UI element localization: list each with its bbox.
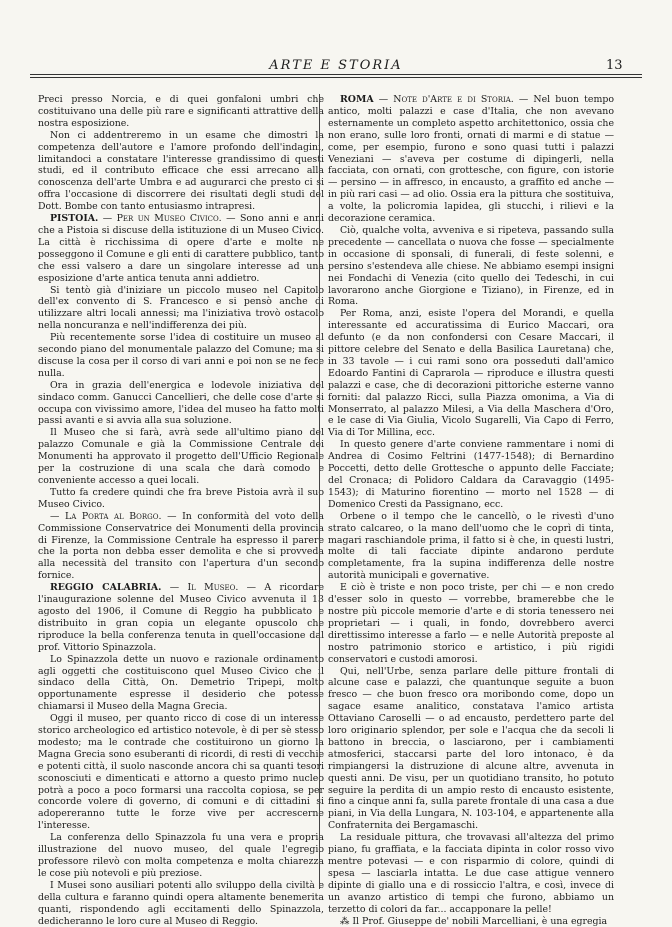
- paragraph: [38, 380, 324, 428]
- paragraph: [38, 654, 324, 714]
- paragraph: [328, 94, 614, 225]
- paragraph-text: Ora in grazia dell'energica e lodevole iniziativa del sindaco comm. Ganucci Cancellieri, che delle cose d'arte si occupa con vivissimo amore, l'idea del museo ha fatto molti passi avanti e si avvia alla sua soluzione.: [38, 379, 324, 427]
- header-rule-top: [30, 74, 642, 75]
- paragraph-text: Oggi il museo, per quanto ricco di cose di un interesse storico archeologico ed artistico notevole, è di per sè stesso modesto; ma le contrade che costituirono un giorno la Magna Grecia sono esuberanti di ricordi, di resti di vecchie e potenti città, il suolo nasconde ancora chi sa quanti tesori sconosciuti e dimenticati e attorno a questo primo nucleo potrà a poco a poco formarsi una raccolta copiosa, se per concorde volere di governo, di comuni e di cittadini si adopereranno tutte le forze vive per accrescerne l'interesse.: [38, 713, 324, 832]
- section-heading: REGGIO CALABRIA.: [50, 582, 162, 594]
- paragraph: [38, 285, 324, 333]
- page-header: [0, 0, 672, 73]
- paragraph-text: Tutto fa credere quindi che fra breve Pistoia avrà il suo Museo Civico.: [38, 486, 324, 510]
- paragraph: [38, 832, 324, 880]
- paragraph: [328, 225, 614, 308]
- paragraph-text: E ciò è triste e non poco triste, per chi — e non credo d'esser solo in questo — vorrebbe, bramerebbe che le nostre più piccole memorie d'arte e di storia tenessero nei proprietari — i quali, in fondo, dovrebbero averci direttissimo interesse a farlo — e nelle Autorità preposte al nostro patrimonio storico e artistico, i più rigidi conservatori e custodi amorosi.: [328, 582, 614, 665]
- paragraph-text: La conferenza dello Spinazzola fu una vera e propria illustrazione del nuovo museo, del quale l'egregio professore rilevò con molta competenza e molta chiarezza le cose più notevoli e più preziose.: [38, 832, 324, 879]
- paragraph: [38, 332, 324, 380]
- section-subtitle: — Il Museo. —: [169, 582, 257, 594]
- section-heading: ROMA: [340, 94, 374, 105]
- paragraph-text: Lo Spinazzola dette un nuovo e razionale ordinamento agli oggetti che costituiscono quel Museo Civico che il sindaco della Città, On. Demetrio Tripepi, molto opportunamente espresse il desiderio che potesse chiamarsi il Museo della Magna Grecia.: [38, 653, 324, 713]
- paragraph-text: Si tentò già d'iniziare un piccolo museo nel Capitolo dell'ex convento di S. Francesco e si pensò anche di utilizzare altri locali annessi; ma l'iniziativa trovò ostacolo nella noncuranza e nell'indifferenza dei più.: [38, 284, 324, 332]
- paragraph: [328, 832, 614, 915]
- paragraph-text: I Musei sono ausiliari potenti allo sviluppo della civiltà e della cultura e faranno quindi opera altamente benemerita quanti, rispondendo agli eccitamenti dello Spinazzola, dedicheranno le loro cure al Museo di Reggio.: [38, 879, 324, 927]
- paragraph-text: Ciò, qualche volta, avveniva e si ripeteva, passando sulla precedente — cancellata o nuova che fosse — specialmente in occasione di sponsali, di funerali, di feste solenni, e persino s'estendeva alle chiese. Ne abbiamo esempi insigni nei Fondachi di Venezia (cito quello dei Tedeschi, in cui lavorarono anche Giorgione e Tiziano), in Firenze, ed in Roma.: [328, 224, 614, 308]
- section-heading: PISTOIA.: [50, 213, 99, 225]
- paragraph-text: In questo genere d'arte conviene rammentare i nomi di Andrea di Cosimo Feltrini (1477-1548); di Bernardino Poccetti, detto delle Grottesche o appunto delle Facciate; del Cronaca; di Polidoro Caldara da Caravaggio (1495-1543); di Maturino fiorentino — morto nel 1528 — di Domenico Cresti da Passignano, ecc.: [328, 439, 614, 510]
- paragraph-text: La residuale pittura, che trovavasi all'altezza del primo piano, fu graffiata, e la facciata dipinta in color rosso vivo mentre potevasi — e con risparmio di colore, quindi di spesa — lasciarla intatta. Le due case attigue vennero dipinte di giallo una e di rossiccio l'altra, e così, invece di un avanzo artistico di tempi che furono, abbiamo un terzetto di colori da far... accapponare la pelle!: [328, 832, 614, 915]
- running-title: ARTE E STORIA: [269, 58, 403, 73]
- paragraph-text: A ricordare l'inaugurazione solenne del Museo Civico avvenuta il 13 agosto del 1906, il Comune di Reggio ha pubblicato e distribuito in gran copia un elegante opuscolo che riproduce la bella conferenza tenuta in quell'occasione dal prof. Vittorio Spinazzola.: [38, 582, 325, 653]
- section-subtitle: — Note d'Arte e di Storia. —: [378, 94, 529, 105]
- paragraph: [328, 582, 614, 665]
- paragraph-text: Orbene o il tempo che le cancellò, o le rivestì d'uno strato calcareo, o la mano dell'uomo che le coprì di tinta, magari raschiandole prima, il fatto si è che, in questi lustri, molte di tali facciate dipinte andarono perdute completamente, fra la supina indifferenza delle nostre autorità municipali e governative.: [328, 510, 614, 582]
- section-subtitle: — Per un Museo Civico. —: [102, 213, 236, 225]
- paragraph: [38, 880, 324, 927]
- paragraph-text: Non ci addentreremo in un esame che dimostri la competenza dell'autore e l'amore profondo dell'indagini, limitandoci a constatare l'interesse grandissimo di questi studi, ed il contributo efficace che essi arrecano alla conoscenza dell'arte Umbra e ad augurarci che presto ci si offra l'occasione di discorrere dei risultati degli studi del Dott. Bombe con tanto entusiasmo intrapresi.: [38, 129, 324, 213]
- column-divider: [319, 94, 320, 889]
- paragraph: [38, 213, 324, 284]
- paragraph: [328, 916, 614, 927]
- paragraph-text: ⁂ Il Prof. Giuseppe de' nobili Marcelliani, è una egregia: [340, 915, 608, 927]
- paragraph-text: Qui, nell'Urbe, senza parlare delle pitture frontali di alcune case e palazzi, che quantunque seguite a buon fresco — che buon fresco ora moribondo come, dopo un sagace esame analitico, constatava l'amico artista Ottaviano Caroselli — o ad encausto, perdettero parte del loro originario splendor, per sole e l'acqua che da secoli li battono in breccia, o lasciarono, per i cambiamenti atmosferici, staccarsi parte del loro intonaco, è da rimpiangersi la distruzione di alcune altre, avvenuta in questi anni. De visu, per un quotidiano transito, ho potuto seguire la perdita di un ampio resto di encausto esistente, fino a cinque anni fa, sulla parete frontale di una casa a due piani, in Via della Lungara, N. 103-104, e appartenente alla Confraternita dei Bergamaschi.: [328, 665, 614, 832]
- paragraph: [38, 94, 324, 130]
- paragraph: [328, 511, 614, 582]
- left-column: [38, 94, 325, 927]
- paragraph: [328, 439, 614, 510]
- paragraph-text: Sono anni e anni che a Pistoia si discuse della istituzione di un Museo Civico. La città è ricchissima di opere d'arte e molte ne posseggono il Comune e gli enti di carattere pubblico, tanto che essi valsero a dare un singolare interesse ad una esposizione d'arte antica tenuta anni addietro.: [38, 213, 324, 284]
- paragraph: [38, 427, 324, 487]
- paragraph-text: Preci presso Norcia, e di quei gonfaloni umbri che costituivano una delle più rare e significanti attrattive della nostra esposizione.: [38, 94, 324, 129]
- paragraph-text: In conformità del voto della Commissione Conservatrice dei Monumenti della provincia di Firenze, la Commissione Centrale ha espresso il parere che la porta non debba esser demolita e che si provveda alla necessità del transito con l'apertura d'un secondo fornice.: [38, 510, 324, 582]
- section-subtitle: — La Porta al Borgo. —: [50, 510, 177, 522]
- paragraph: [328, 666, 614, 833]
- page-number: 13: [606, 58, 623, 73]
- paragraph: [38, 130, 324, 213]
- paragraph: [38, 582, 324, 653]
- paragraph-text: Per Roma, anzi, esiste l'opera del Morandi, e quella interessante ed accuratissima di Eurico Maccari, ora defunto (e da non confondersi con Cesare Maccari, il pittore celebre del Senato e della Basilica Lauretana) che, in 33 tavole — i cui rami sono ora posseduti dall'amico Edoardo Fantini di Caprarola — riproduce e illustra questi palazzi e case, che di decorazioni pittoriche esterne vanno forniti: dal palazzo Ricci, sulla Piazza omonima, a Via di Monserrato, al palazzo Milesi, a Via della Maschera d'Oro, e le case di Via Giulia, Vicolo Sugarelli, Via Capo di Ferro, Via di Tor Millina, ecc.: [328, 308, 614, 439]
- paragraph-text: Più recentemente sorse l'idea di costituire un museo al secondo piano del monumentale palazzo del Comune; ma si discuse la cosa per il corso di vari anni e poi non se ne fece nulla.: [38, 332, 324, 379]
- paragraph: [38, 511, 324, 582]
- right-column: [328, 94, 615, 927]
- paragraph: [38, 713, 324, 832]
- header-rule-bottom: [30, 77, 642, 78]
- paragraph-text: Nel buon tempo antico, molti palazzi e case d'Italia, che non avevano esternamente un completo aspetto architettonico, ossia che non erano, sulle loro fronti, ornati di marmi e di statue — come, per esempio, furono e sono quasi tutti i palazzi Veneziani — s'aveva per costume di dipingerli, nella facciata, con ornati, con grottesche, con figure, con istorie — persino — in affresco, in encausto, a graffito ed anche — in più rari casi — ad olio. Ossia era la pittura che sostituiva, a volte, la policromia lapidea, gli stucchi, i rilievi e la decorazione ceramica.: [328, 94, 615, 225]
- paragraph: [328, 308, 614, 439]
- paragraph-text: Il Museo che si farà, avrà sede all'ultimo piano del palazzo Comunale e già la Commissione Centrale dei Monumenti ha approvato il progetto dell'Ufficio Regionale per la costruzione di una scala che darà comodo e conveniente accesso a quei locali.: [38, 427, 324, 486]
- paragraph: [38, 487, 324, 511]
